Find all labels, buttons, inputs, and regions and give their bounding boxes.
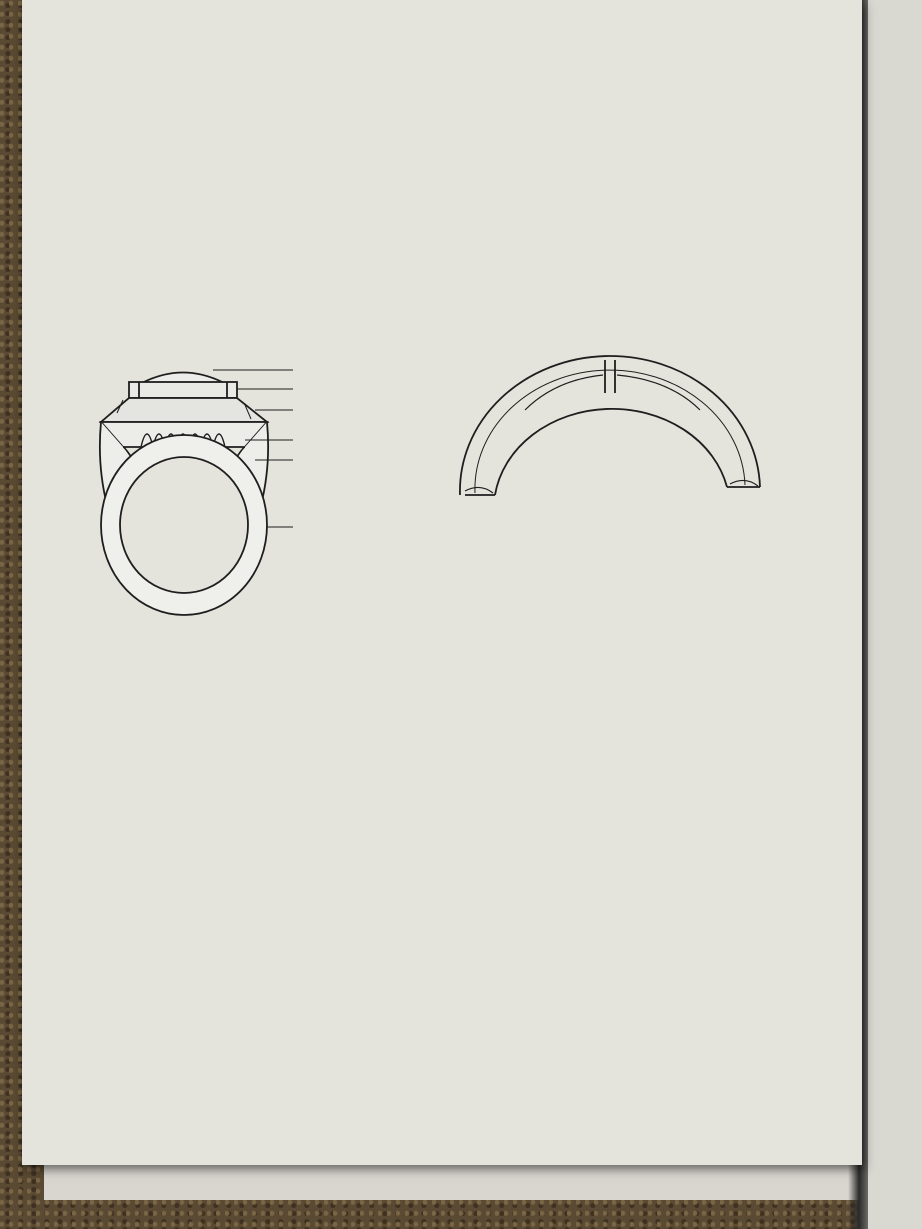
facing-page bbox=[862, 0, 922, 1229]
szyna-inner-shape bbox=[120, 457, 248, 593]
figure-40-ring-diagram bbox=[95, 355, 395, 625]
carga-shape bbox=[129, 382, 237, 398]
plata-shape bbox=[101, 398, 267, 422]
figure-41-cut-ring bbox=[455, 355, 775, 515]
